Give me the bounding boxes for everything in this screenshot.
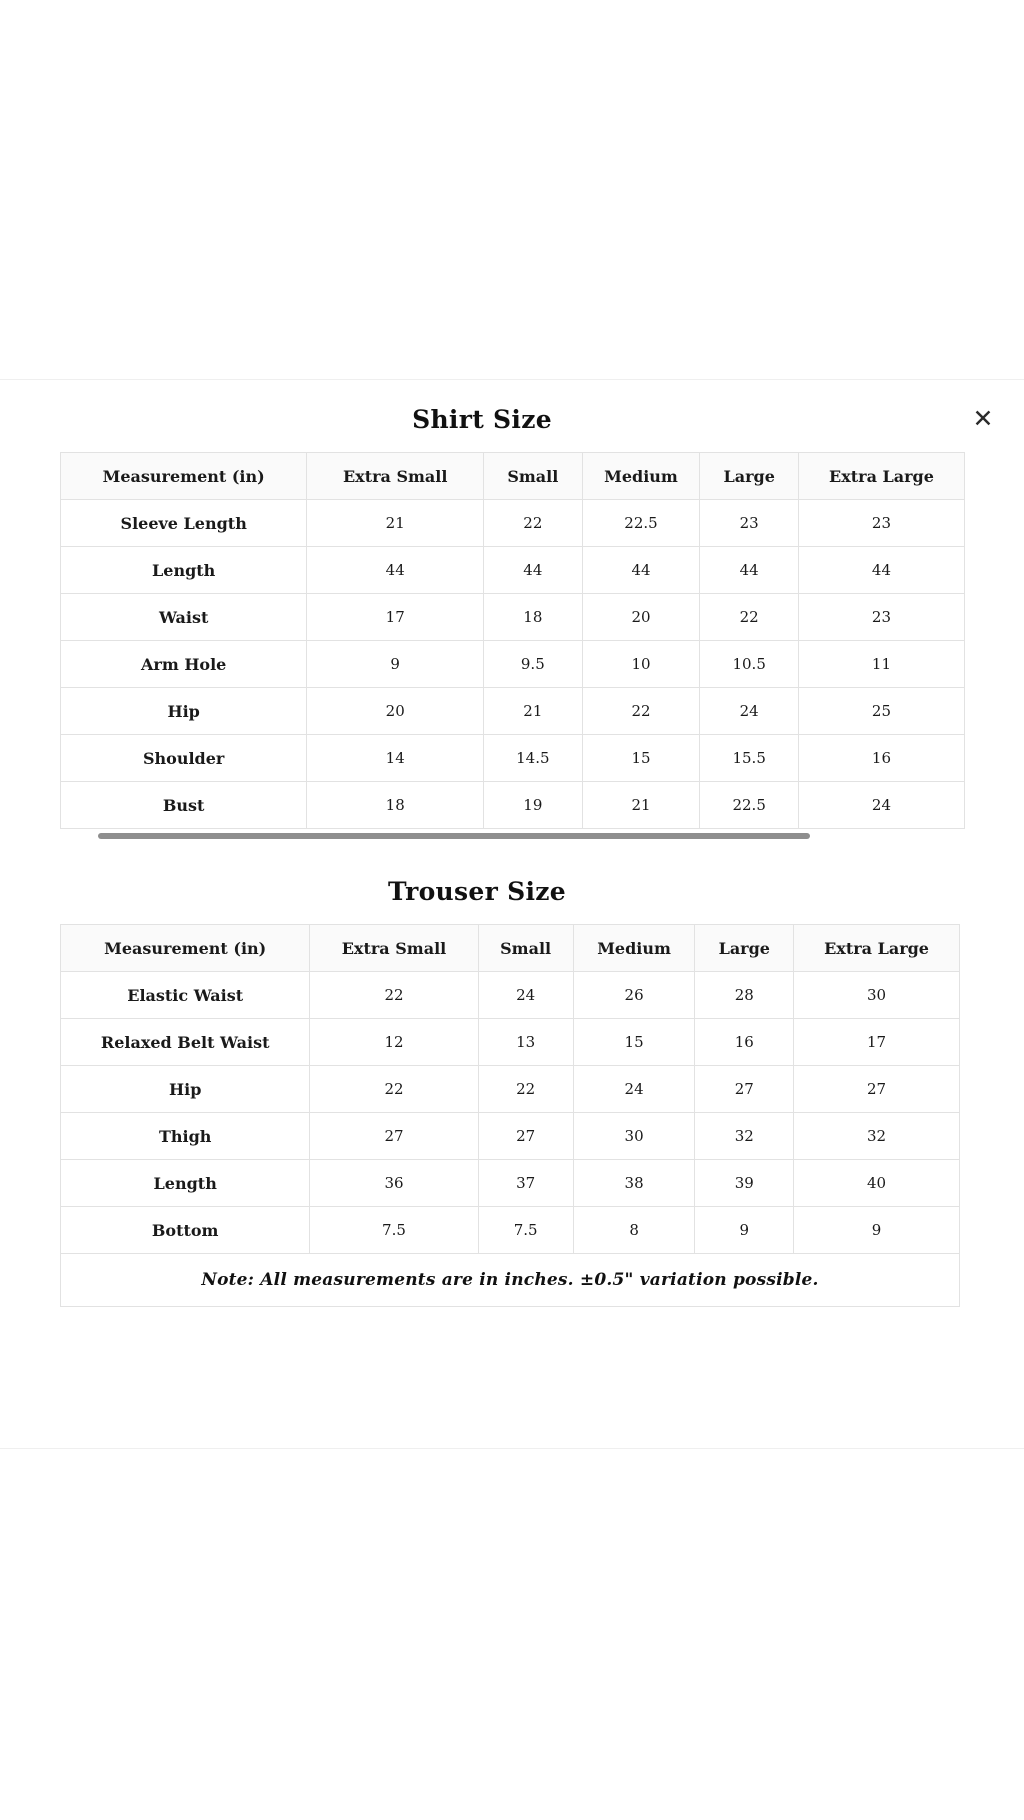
table-row <box>61 1207 960 1254</box>
column-header-small: Small <box>478 925 573 972</box>
table-row <box>61 641 965 688</box>
cell-value: 22 <box>484 500 583 547</box>
cell-value: 10.5 <box>700 641 799 688</box>
cell-value: 23 <box>798 500 964 547</box>
cell-value: 23 <box>798 594 964 641</box>
cell-value: 26 <box>573 972 695 1019</box>
row-label: Elastic Waist <box>61 972 310 1019</box>
cell-value: 14.5 <box>484 735 583 782</box>
cell-value: 7.5 <box>478 1207 573 1254</box>
table-row <box>61 594 965 641</box>
measurement-note: Note: All measurements are in inches. ±0.5" variation possible. <box>61 1254 960 1307</box>
cell-value: 36 <box>310 1160 478 1207</box>
cell-value: 22 <box>310 972 478 1019</box>
cell-value: 16 <box>798 735 964 782</box>
column-header-small: Small <box>484 453 583 500</box>
column-header-measurement: Measurement (in) <box>61 925 310 972</box>
cell-value: 40 <box>794 1160 960 1207</box>
cell-value: 18 <box>484 594 583 641</box>
cell-value: 15 <box>573 1019 695 1066</box>
row-label: Bust <box>61 782 307 829</box>
trouser-size-title: Trouser Size <box>388 877 566 906</box>
cell-value: 24 <box>573 1066 695 1113</box>
cell-value: 9 <box>307 641 484 688</box>
cell-value: 27 <box>695 1066 794 1113</box>
cell-value: 22.5 <box>582 500 700 547</box>
cell-value: 37 <box>478 1160 573 1207</box>
cell-value: 21 <box>484 688 583 735</box>
cell-value: 24 <box>478 972 573 1019</box>
column-header-medium: Medium <box>573 925 695 972</box>
row-label: Bottom <box>61 1207 310 1254</box>
row-label: Length <box>61 1160 310 1207</box>
size-chart-content <box>60 380 964 1307</box>
column-header-large: Large <box>700 453 799 500</box>
row-label: Relaxed Belt Waist <box>61 1019 310 1066</box>
page-backdrop <box>0 0 1024 380</box>
shirt-table-scroll-container[interactable] <box>60 452 965 829</box>
table-row <box>61 688 965 735</box>
cell-value: 30 <box>794 972 960 1019</box>
size-chart-modal <box>0 380 1024 1448</box>
column-header-medium: Medium <box>582 453 700 500</box>
column-header-extra-small: Extra Small <box>310 925 478 972</box>
cell-value: 21 <box>307 500 484 547</box>
cell-value: 15 <box>582 735 700 782</box>
cell-value: 21 <box>582 782 700 829</box>
cell-value: 44 <box>700 547 799 594</box>
row-label: Length <box>61 547 307 594</box>
row-label: Sleeve Length <box>61 500 307 547</box>
cell-value: 9 <box>794 1207 960 1254</box>
cell-value: 13 <box>478 1019 573 1066</box>
horizontal-scrollbar[interactable] <box>60 831 965 841</box>
cell-value: 10 <box>582 641 700 688</box>
cell-value: 22 <box>700 594 799 641</box>
row-label: Shoulder <box>61 735 307 782</box>
cell-value: 17 <box>307 594 484 641</box>
cell-value: 12 <box>310 1019 478 1066</box>
shirt-size-title: Shirt Size <box>412 405 552 434</box>
cell-value: 16 <box>695 1019 794 1066</box>
trouser-size-table <box>60 924 960 1307</box>
cell-value: 22.5 <box>700 782 799 829</box>
shirt-size-table <box>60 452 965 829</box>
cell-value: 22 <box>582 688 700 735</box>
cell-value: 44 <box>484 547 583 594</box>
table-row-note <box>61 1254 960 1307</box>
row-label: Arm Hole <box>61 641 307 688</box>
table-row <box>61 500 965 547</box>
cell-value: 23 <box>700 500 799 547</box>
row-label: Waist <box>61 594 307 641</box>
column-header-measurement: Measurement (in) <box>61 453 307 500</box>
table-header-row <box>61 925 960 972</box>
cell-value: 32 <box>695 1113 794 1160</box>
cell-value: 18 <box>307 782 484 829</box>
cell-value: 24 <box>700 688 799 735</box>
cell-value: 24 <box>798 782 964 829</box>
cell-value: 27 <box>478 1113 573 1160</box>
table-row <box>61 972 960 1019</box>
row-label: Thigh <box>61 1113 310 1160</box>
cell-value: 22 <box>310 1066 478 1113</box>
row-label: Hip <box>61 1066 310 1113</box>
cell-value: 9 <box>695 1207 794 1254</box>
cell-value: 14 <box>307 735 484 782</box>
cell-value: 8 <box>573 1207 695 1254</box>
cell-value: 7.5 <box>310 1207 478 1254</box>
cell-value: 44 <box>798 547 964 594</box>
cell-value: 19 <box>484 782 583 829</box>
cell-value: 28 <box>695 972 794 1019</box>
cell-value: 32 <box>794 1113 960 1160</box>
table-row <box>61 1113 960 1160</box>
cell-value: 27 <box>310 1113 478 1160</box>
table-row <box>61 1160 960 1207</box>
cell-value: 9.5 <box>484 641 583 688</box>
table-row <box>61 735 965 782</box>
column-header-extra-small: Extra Small <box>307 453 484 500</box>
cell-value: 15.5 <box>700 735 799 782</box>
cell-value: 20 <box>307 688 484 735</box>
cell-value: 17 <box>794 1019 960 1066</box>
table-row <box>61 1066 960 1113</box>
scrollbar-thumb[interactable] <box>98 833 810 839</box>
table-header-row <box>61 453 965 500</box>
cell-value: 44 <box>582 547 700 594</box>
table-row <box>61 547 965 594</box>
table-row <box>61 1019 960 1066</box>
close-icon[interactable]: ✕ <box>966 402 1000 436</box>
column-header-extra-large: Extra Large <box>798 453 964 500</box>
cell-value: 27 <box>794 1066 960 1113</box>
cell-value: 44 <box>307 547 484 594</box>
column-header-large: Large <box>695 925 794 972</box>
cell-value: 22 <box>478 1066 573 1113</box>
cell-value: 11 <box>798 641 964 688</box>
cell-value: 30 <box>573 1113 695 1160</box>
table-row <box>61 782 965 829</box>
cell-value: 38 <box>573 1160 695 1207</box>
cell-value: 20 <box>582 594 700 641</box>
column-header-extra-large: Extra Large <box>794 925 960 972</box>
cell-value: 25 <box>798 688 964 735</box>
row-label: Hip <box>61 688 307 735</box>
cell-value: 39 <box>695 1160 794 1207</box>
